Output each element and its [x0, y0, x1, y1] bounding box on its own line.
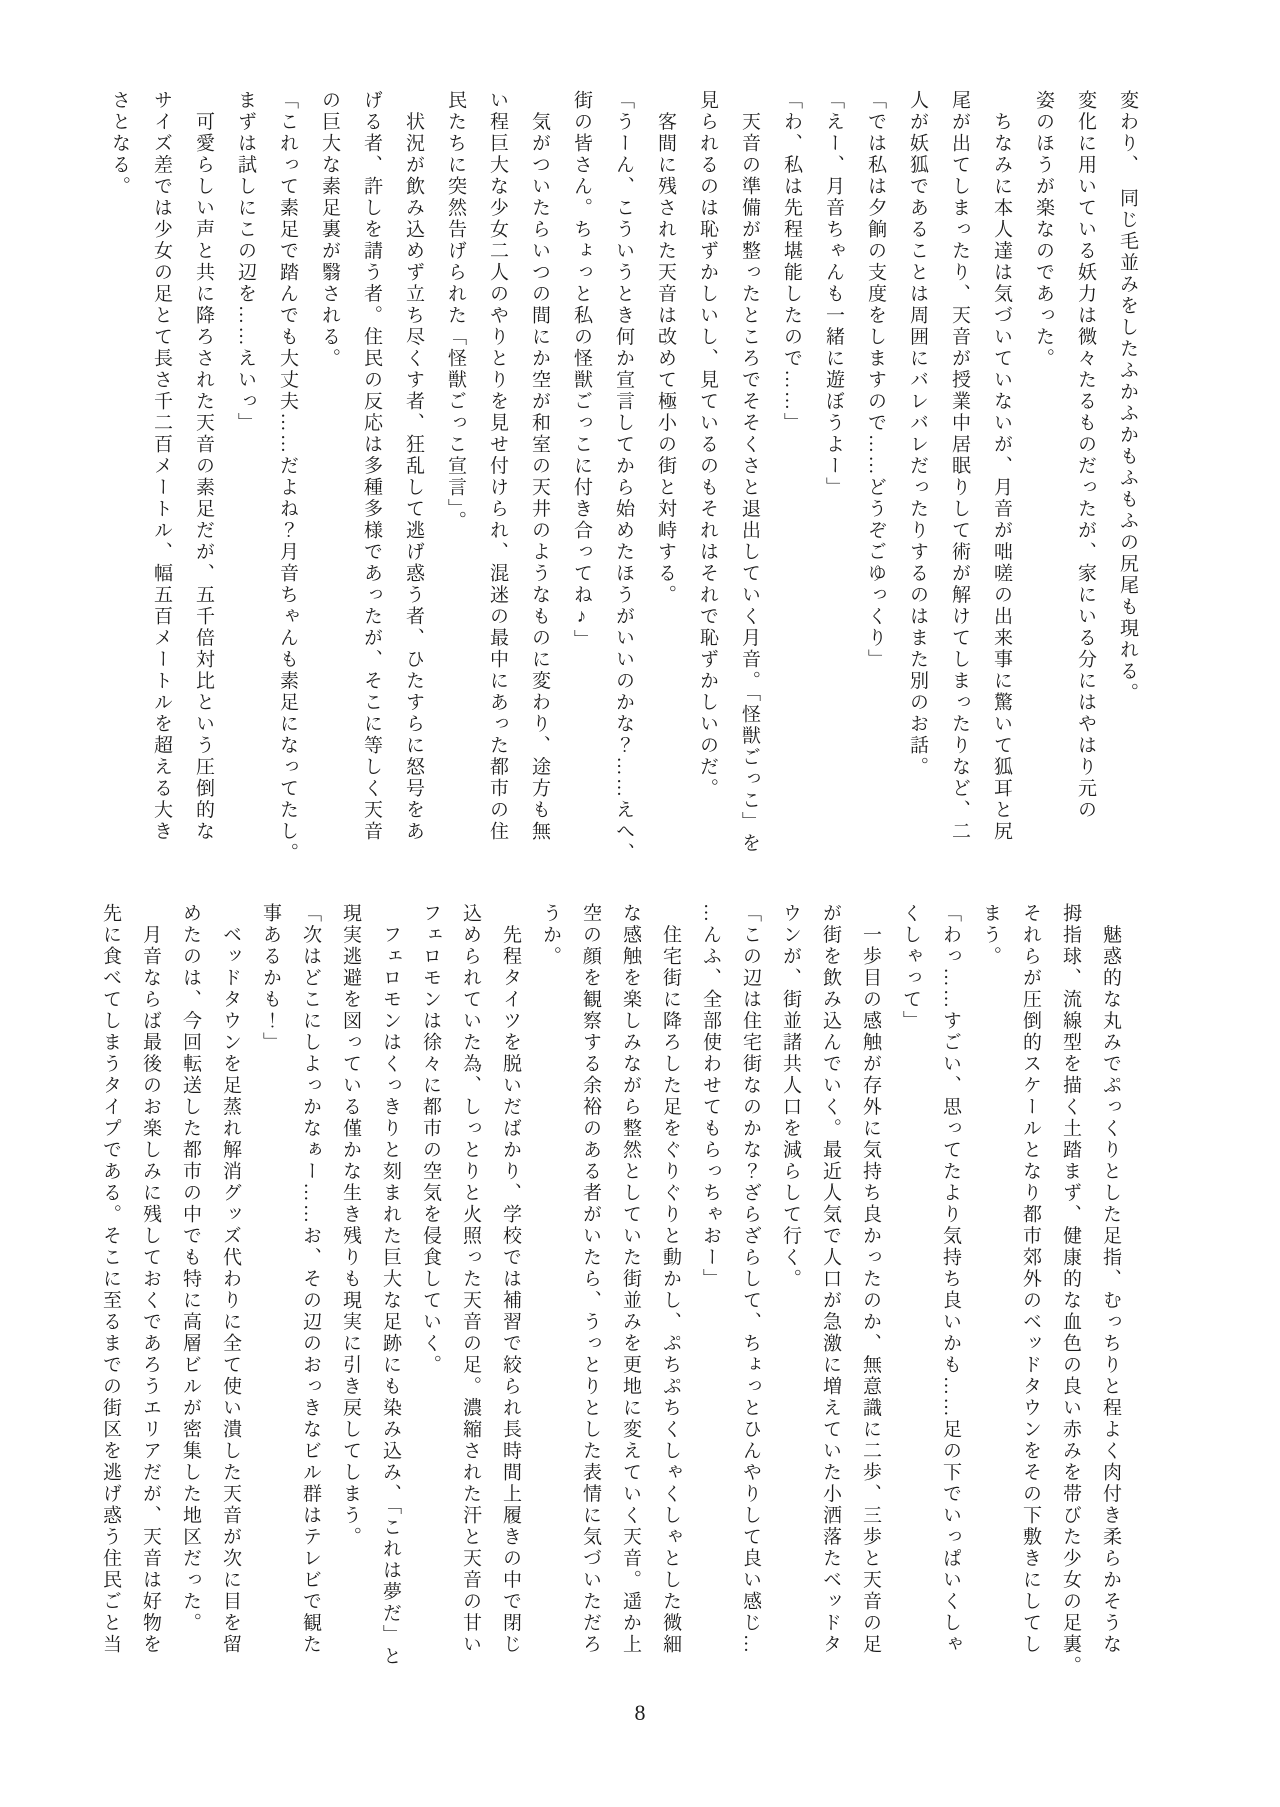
text-line: 民たちに突然告げられた「怪獣ごっこ宣言」。	[445, 90, 466, 532]
text-line: めたのは、今回転送した都市の中でも特に高層ビルが密集した地区だった。	[180, 903, 201, 1634]
text-line: が街を飲み込んでいく。最近人気で人口が急激に増えていた小洒落たベッドタ	[820, 903, 841, 1656]
text-line: くしゃって」	[900, 903, 921, 1032]
text-block-top	[98, 90, 1148, 876]
text-line: 気がついたらいつの間にか空が和室の天井のようなものに変わり、途方も無	[529, 90, 550, 843]
text-line: 客間に残された天音は改めて極小の街と対峙する。	[655, 90, 676, 606]
text-line: 変化に用いている妖力は微々たるものだったが、家にいる分にはやはり元の	[1075, 90, 1096, 821]
text-line: まう。	[980, 903, 1001, 968]
text-line: 事あるかも！」	[260, 903, 281, 1054]
text-line: 「では私は夕餉の支度をしますので……どうぞごゆっくり」	[865, 90, 886, 671]
text-line: ちなみに本人達は気づいていないが、月音が咄嗟の出来事に驚いて狐耳と尻	[991, 90, 1012, 843]
text-line: 月音ならば最後のお楽しみに残しておくであろうエリアだが、天音は好物を	[140, 903, 161, 1656]
text-line: 住宅街に降ろした足をぐりぐりと動かし、ぷちぷちくしゃくしゃとした微細	[660, 903, 681, 1656]
text-line: 拇指球、流線型を描く土踏まず、健康的な血色の良い赤みを帯びた少女の足裏。	[1060, 903, 1081, 1677]
text-line: 空の顔を観察する余裕のある者がいたら、うっとりとした表情に気づいただろ	[580, 903, 601, 1656]
text-line: 「この辺は住宅街なのかな？ざらざらして、ちょっとひんやりして良い感じ…	[740, 903, 761, 1656]
text-line: フェロモンはくっきりと刻まれた巨大な足跡にも染み込み、「これは夢だ」と	[380, 903, 401, 1668]
text-line: 人が妖狐であることは周囲にバレバレだったりするのはまた別のお話。	[907, 90, 928, 778]
text-line: うか。	[540, 903, 561, 968]
text-block-bottom	[90, 903, 1130, 1699]
text-line: フェロモンは徐々に都市の空気を侵食していく。	[420, 903, 441, 1376]
text-line: い程巨大な少女二人のやりとりを見せ付けられ、混迷の最中にあった都市の住	[487, 90, 508, 843]
text-line: 「次はどこにしよっかなぁー……お、その辺のおっきなビル群はテレビで観た	[300, 903, 321, 1656]
text-line: ベッドタウンを足蒸れ解消グッズ代わりに全て使い潰した天音が次に目を留	[220, 903, 241, 1656]
page-number: 8	[634, 1700, 646, 1725]
text-line: 尾が出てしまったり、天音が授業中居眠りして術が解けてしまったりなど、二	[949, 90, 970, 843]
text-line: 見られるのは恥ずかしいし、見ているのもそれはそれで恥ずかしいのだ。	[697, 90, 718, 800]
text-line: …んふ、全部使わせてもらっちゃおー」	[700, 903, 721, 1290]
text-line: 状況が飲み込めず立ち尽くす者、狂乱して逃げ惑う者、ひたすらに怒号をあ	[403, 90, 424, 843]
text-line: 天音の準備が整ったところでそそくさと退出していく月音。「怪獣ごっこ」を	[739, 90, 760, 855]
text-line: 「わ、私は先程堪能したので……」	[781, 90, 802, 434]
text-line: 「わっ……すごい、思ってたより気持ち良いかも……足の下でいっぱいくしゃ	[940, 903, 961, 1656]
text-line: 一歩目の感触が存外に気持ち良かったのか、無意識に二歩、三歩と天音の足	[860, 903, 881, 1656]
text-line: げる者、許しを請う者。住民の反応は多種多様であったが、そこに等しく天音	[361, 90, 382, 843]
text-line: 「うーん、こういうとき何か宣言してから始めたほうがいいのかな？……えへ、	[613, 90, 634, 864]
text-line: 先程タイツを脱いだばかり、学校では補習で絞られ長時間上履きの中で閉じ	[500, 903, 521, 1656]
text-line: ウンが、街並諸共人口を減らして行く。	[780, 903, 801, 1290]
text-line: 可愛らしい声と共に降ろされた天音の素足だが、五千倍対比という圧倒的な	[193, 90, 214, 843]
text-line: サイズ差では少女の足とて長さ千二百メートル、幅五百メートルを超える大き	[151, 90, 172, 843]
text-line: 「これって素足で踏んでも大丈夫……だよね？月音ちゃんも素足になってたし。	[277, 90, 298, 864]
text-line: 現実逃避を図っている僅かな生き残りも現実に引き戻してしまう。	[340, 903, 361, 1548]
text-line: 先に食べてしまうタイプである。そこに至るまでの街区を逃げ惑う住民ごと当	[100, 903, 121, 1656]
text-line: の巨大な素足裏が翳される。	[319, 90, 340, 370]
text-line: 「えー、月音ちゃんも一緒に遊ぼうよー」	[823, 90, 844, 499]
text-line: 街の皆さん。ちょっと私の怪獣ごっこに付き合ってね♪」	[571, 90, 592, 651]
text-line: 変わり、 同じ毛並みをしたふかふかもふもふの尻尾も現れる。	[1117, 90, 1138, 704]
text-line: 姿のほうが楽なのであった。	[1033, 90, 1054, 370]
text-line: 魅惑的な丸みでぷっくりとした足指、むっちりと程よく肉付き柔らかそうな	[1100, 903, 1121, 1656]
text-line: 込められていた為、しっとりと火照った天音の足。濃縮された汗と天音の甘い	[460, 903, 481, 1656]
text-line: さとなる。	[109, 90, 130, 198]
text-line: それらが圧倒的スケールとなり都市郊外のベッドタウンをその下敷きにしてし	[1020, 903, 1041, 1656]
text-line: まずは試しにこの辺を……えいっ」	[235, 90, 256, 434]
text-line: な感触を楽しみながら整然としていた街並みを更地に変えていく天音。遥か上	[620, 903, 641, 1656]
